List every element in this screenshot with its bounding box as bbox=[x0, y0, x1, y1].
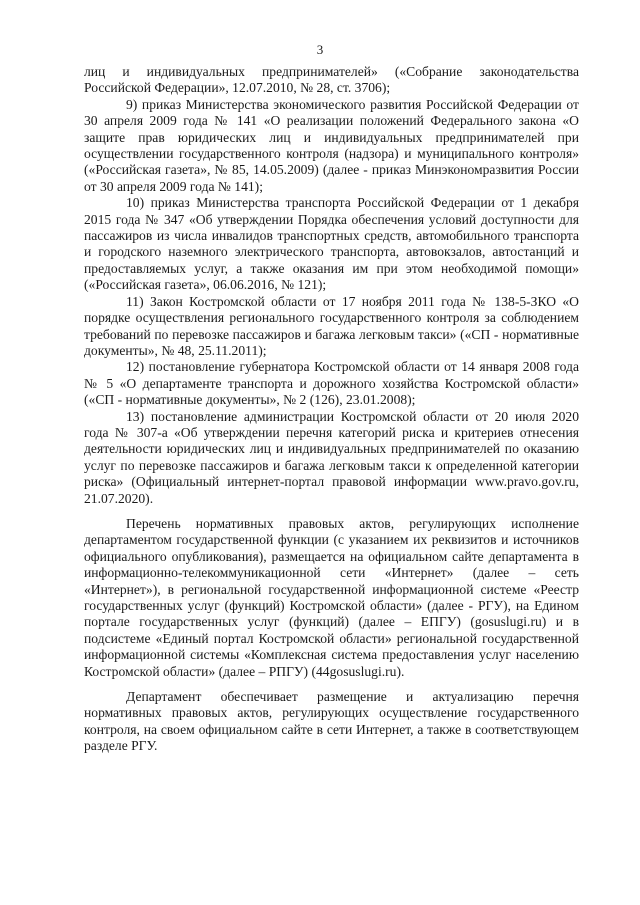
paragraph-item-13: 13) постановление администрации Костромской области от 20 июля 2020 года № 307-а «Об утверждении перечня категорий риска и критериев отнесения деятельности юридических лиц и индивидуальных предпринимателей по оказанию услуг по перевозке пассажиров и багажа легковым такси к определенной категории риска» (Официальный интернет-портал правовой информации www.pravo.gov.ru, 21.07.2020). bbox=[84, 408, 579, 506]
paragraph-item-8-continuation: лиц и индивидуальных предпринимателей» («Собрание законодательства Российской Федерации», 12.07.2010, № 28, ст. 3706); bbox=[84, 64, 579, 96]
paragraph-item-11: 11) Закон Костромской области от 17 ноября 2011 года № 138-5-ЗКО «О порядке осуществления регионального государственного контроля за соблюдением требований по перевозке пассажиров и багажа легковым такси» («СП - нормативные документы», № 48, 25.11.2011); bbox=[84, 293, 579, 358]
document-body bbox=[84, 64, 579, 755]
paragraph-department-duty: Департамент обеспечивает размещение и актуализацию перечня нормативных правовых актов, регулирующих осуществление государственного контроля, на своем официальном сайте в сети Интернет, а также в соответствующем разделе РГУ. bbox=[84, 689, 579, 754]
paragraph-item-10: 10) приказ Министерства транспорта Российской Федерации от 1 декабря 2015 года № 347 «Об утверждении Порядка обеспечения условий доступности для пассажиров из числа инвалидов транспортных средств, автомобильного транспорта и городского наземного электрического транспорта, автовокзалов, автостанций и предоставляемых услуг, а также оказания им при этом необходимой помощи» («Российская газета», 06.06.2016, № 121); bbox=[84, 195, 579, 293]
page-number: 3 bbox=[316, 42, 324, 57]
paragraph-list-publication: Перечень нормативных правовых актов, регулирующих исполнение департаментом государственной функции (с указанием их реквизитов и источников официального опубликования), размещается на официальном сайте департамента в информационно-телекоммуникационной сети «Интернет» (далее – сеть «Интернет»), в региональной государственной информационной системе «Реестр государственных услуг (функций) Костромской области» (далее - РГУ), на Едином портале государственных услуг (функций) (далее – ЕПГУ) (gosuslugi.ru) и в подсистеме «Единый портал Костромской области» региональной государственной информационной системы «Комплексная система предоставления услуг населению Костромской области» (далее – РПГУ) (44gosuslugi.ru). bbox=[84, 515, 579, 679]
paragraph-item-9: 9) приказ Министерства экономического развития Российской Федерации от 30 апреля 2009 года № 141 «О реализации положений Федерального закона «О защите прав юридических лиц и индивидуальных предпринимателей при осуществлении государственного контроля (надзора) и муниципального контроля» («Российская газета», № 85, 14.05.2009) (далее - приказ Минэкономразвития России от 30 апреля 2009 года № 141); bbox=[84, 96, 579, 194]
paragraph-item-12: 12) постановление губернатора Костромской области от 14 января 2008 года № 5 «О департаменте транспорта и дорожного хозяйства Костромской области» («СП - нормативные документы», № 2 (126), 23.01.2008); bbox=[84, 359, 579, 408]
